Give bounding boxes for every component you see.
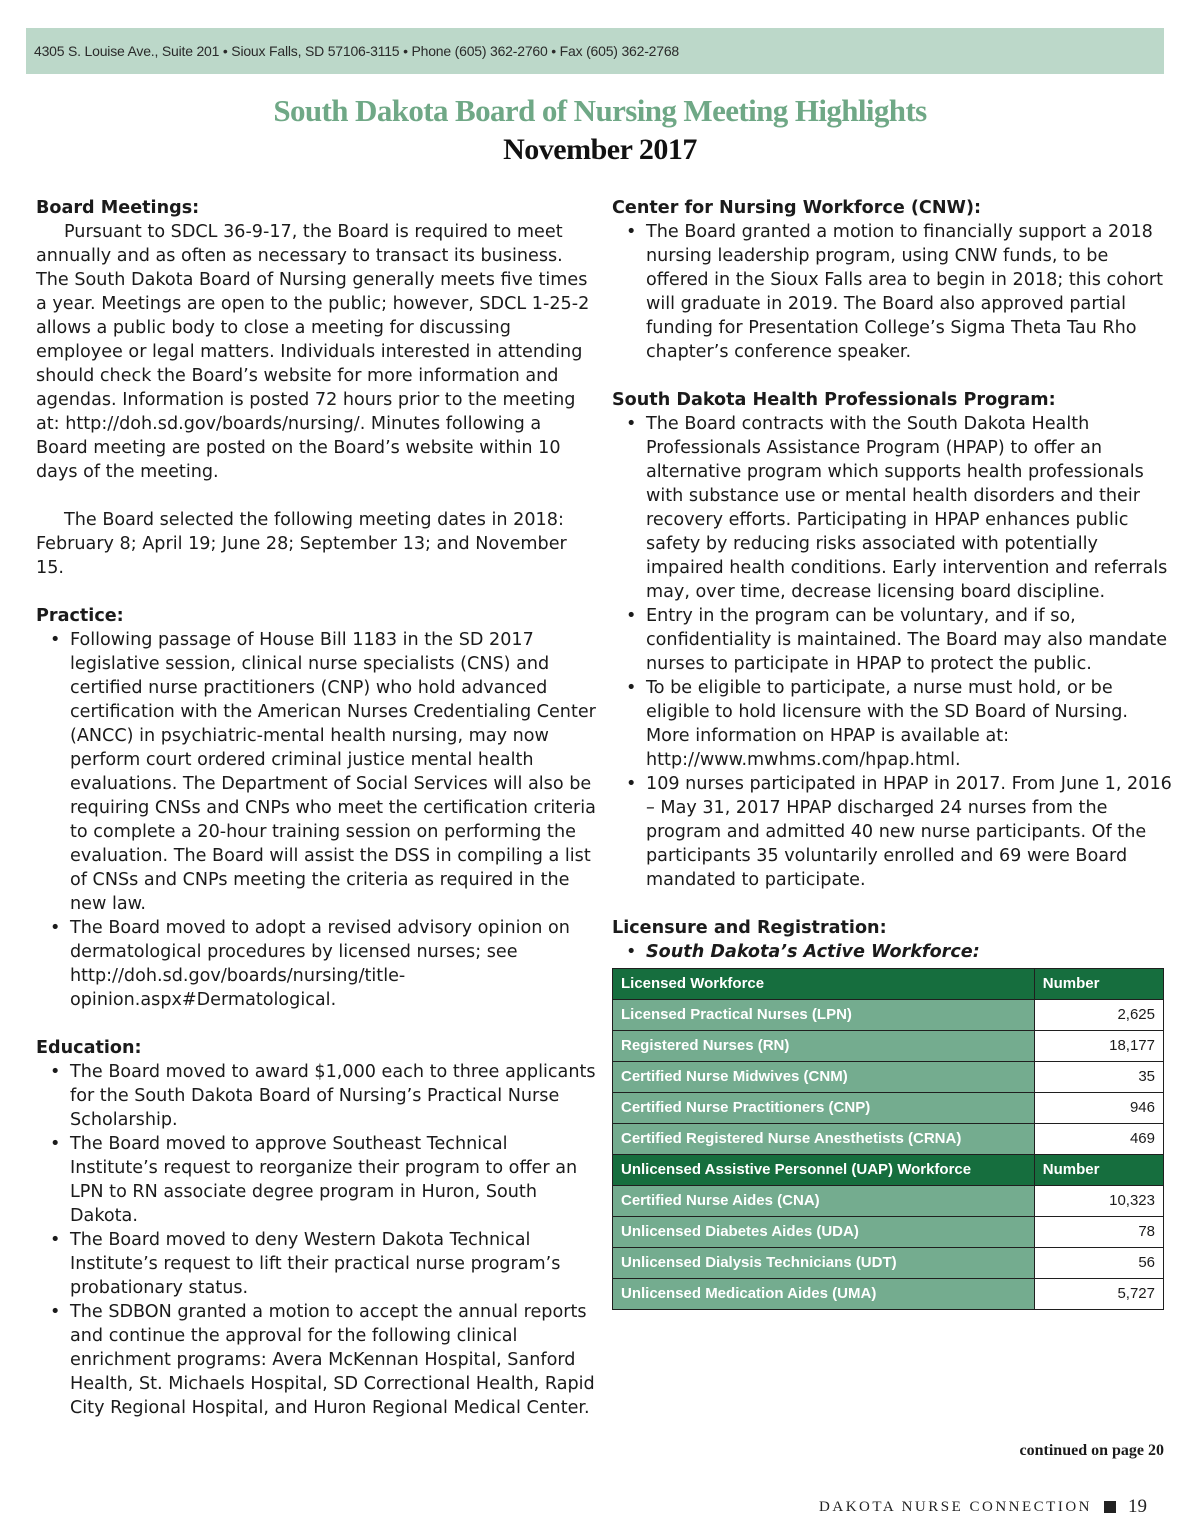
row-value: 78 — [1034, 1217, 1163, 1248]
row-label: Unlicensed Medication Aides (UMA) — [613, 1279, 1035, 1310]
table-row — [613, 1186, 1164, 1217]
address-text: 4305 S. Louise Ave., Suite 201 • Sioux Falls, SD 57106-3115 • Phone (605) 362-2760 • Fax (605) 362-2768 — [34, 43, 680, 59]
page-footer — [819, 1496, 1147, 1518]
page-header — [0, 93, 1200, 167]
row-value: 469 — [1034, 1124, 1163, 1155]
cnw-list — [612, 220, 1172, 364]
row-label: Unlicensed Dialysis Technicians (UDT) — [613, 1248, 1035, 1279]
list-item-text: The Board granted a motion to financially support a 2018 nursing leadership program, using CNW funds, to be offered in the Sioux Falls area to begin in 2018; this cohort will graduate in 2019. The Board also approved partial funding for Presentation College’s Sigma Theta Tau Rho chapter’s conference speaker. — [646, 222, 1164, 362]
list-item — [612, 772, 1172, 892]
bullet-icon: • — [50, 1230, 61, 1250]
licensure-heading: Licensure and Registration: — [612, 918, 887, 938]
row-value: 10,323 — [1034, 1186, 1163, 1217]
workforce-subheading: South Dakota’s Active Workforce: — [646, 942, 980, 962]
list-item-text: Entry in the program can be voluntary, and if so, confidentiality is maintained. The Board may also mandate nurses to participate in HPAP to protect the public. — [646, 606, 1168, 674]
bullet-icon: • — [50, 630, 61, 650]
table-row — [613, 1279, 1164, 1310]
bullet-icon: • — [626, 942, 637, 962]
row-value: 18,177 — [1034, 1031, 1163, 1062]
list-item — [36, 1300, 596, 1420]
list-item-text: The Board moved to award $1,000 each to three applicants for the South Dakota Board of Nursing’s Practical Nurse Scholarship. — [70, 1062, 596, 1130]
cnw-section — [612, 196, 1172, 364]
row-value: 5,727 — [1034, 1279, 1163, 1310]
education-list — [36, 1060, 596, 1420]
row-label: Certified Nurse Midwives (CNM) — [613, 1062, 1035, 1093]
row-value: 35 — [1034, 1062, 1163, 1093]
list-item — [612, 940, 1172, 964]
list-item — [36, 628, 596, 916]
practice-list — [36, 628, 596, 1012]
board-meetings-section — [36, 196, 596, 580]
bullet-icon: • — [50, 1302, 61, 1322]
bullet-icon: • — [626, 222, 637, 242]
bullet-icon: • — [50, 918, 61, 938]
row-label: Licensed Practical Nurses (LPN) — [613, 1000, 1035, 1031]
bullet-icon: • — [626, 606, 637, 626]
square-icon — [1104, 1501, 1116, 1513]
table-header-row — [613, 1155, 1164, 1186]
list-item — [36, 1132, 596, 1228]
table-header-label: Licensed Workforce — [613, 969, 1035, 1000]
workforce-table — [612, 968, 1164, 1310]
hpp-heading: South Dakota Health Professionals Program: — [612, 390, 1056, 410]
list-item — [612, 604, 1172, 676]
publication-name: DAKOTA NURSE CONNECTION — [819, 1498, 1092, 1515]
table-row — [613, 1062, 1164, 1093]
board-meetings-heading: Board Meetings: — [36, 198, 200, 218]
right-column — [612, 196, 1172, 1334]
list-item — [36, 1228, 596, 1300]
cnw-heading: Center for Nursing Workforce (CNW): — [612, 198, 982, 218]
list-item — [612, 676, 1172, 772]
list-item-text: The Board moved to adopt a revised advisory opinion on dermatological procedures by licensed nurses; see http://doh.sd.gov/boards/nursing/title-opinion.aspx#Dermatological. — [70, 918, 570, 1010]
board-meetings-paragraph-2: The Board selected the following meeting dates in 2018: February 8; April 19; June 28; September 13; and November 15. — [36, 510, 567, 578]
row-label: Registered Nurses (RN) — [613, 1031, 1035, 1062]
row-value: 2,625 — [1034, 1000, 1163, 1031]
row-label: Unlicensed Diabetes Aides (UDA) — [613, 1217, 1035, 1248]
page-title: South Dakota Board of Nursing Meeting Highlights — [273, 93, 927, 128]
bullet-icon: • — [626, 774, 637, 794]
table-header-row — [613, 969, 1164, 1000]
practice-heading: Practice: — [36, 606, 124, 626]
list-item-text: The Board moved to deny Western Dakota Technical Institute’s request to lift their practical nurse program’s probationary status. — [70, 1230, 561, 1298]
licensure-section — [612, 916, 1172, 1310]
bullet-icon: • — [50, 1062, 61, 1082]
table-row — [613, 1124, 1164, 1155]
list-item-text: The SDBON granted a motion to accept the annual reports and continue the approval for the following clinical enrichment programs: Avera McKennan Hospital, Sanford Health, St. Michaels Hospital, SD Correctional Health, Rapid City Regional Hospital, and Huron Regional Medical Center. — [70, 1302, 595, 1418]
table-row — [613, 1031, 1164, 1062]
list-item-text: The Board moved to approve Southeast Technical Institute’s request to reorganize their program to offer an LPN to RN associate degree program in Huron, South Dakota. — [70, 1134, 578, 1226]
hpp-section — [612, 388, 1172, 892]
address-bar — [26, 28, 1164, 74]
table-header-number: Number — [1034, 1155, 1163, 1186]
list-item-text: To be eligible to participate, a nurse must hold, or be eligible to hold licensure with the SD Board of Nursing. More information on HPAP is available at: http://www.mwhms.com/hpap.html. — [646, 678, 1129, 770]
list-item-text: 109 nurses participated in HPAP in 2017. From June 1, 2016 – May 31, 2017 HPAP discharged 24 nurses from the program and admitted 40 new nurse participants. Of the participants 35 voluntarily enrolled and 69 were Board mandated to participate. — [646, 774, 1172, 890]
hpp-list — [612, 412, 1172, 892]
licensure-list — [612, 940, 1172, 964]
board-meetings-paragraph-1: Pursuant to SDCL 36-9-17, the Board is required to meet annually and as often as necessary to transact its business. The South Dakota Board of Nursing generally meets five times a year. Meetings are open to the public; however, SDCL 1-25-2 allows a public body to close a meeting for discussing employee or legal matters. Individuals interested in attending should check the Board’s website for more information and agendas. Information is posted 72 hours prior to the meeting at: http://doh.sd.gov/boards/nursing/. Minutes following a Board meeting are posted on the Board’s website within 10 days of the meeting. — [36, 222, 590, 482]
practice-section — [36, 604, 596, 1012]
page-subtitle: November 2017 — [503, 133, 697, 166]
bullet-icon: • — [626, 678, 637, 698]
row-label: Certified Nurse Practitioners (CNP) — [613, 1093, 1035, 1124]
list-item — [612, 220, 1172, 364]
row-label: Certified Nurse Aides (CNA) — [613, 1186, 1035, 1217]
continued-note: continued on page 20 — [1019, 1442, 1164, 1459]
list-item-text: The Board contracts with the South Dakota Health Professionals Assistance Program (HPAP) to offer an alternative program which supports health professionals with substance use or mental health disorders and their recovery efforts. Participating in HPAP enhances public safety by reducing risks associated with potentially impaired health conditions. Early intervention and referrals may, over time, decrease licensing board discipline. — [646, 414, 1168, 602]
left-column — [36, 196, 596, 1444]
bullet-icon: • — [50, 1134, 61, 1154]
list-item — [36, 1060, 596, 1132]
page-number: 19 — [1128, 1496, 1147, 1517]
row-value: 56 — [1034, 1248, 1163, 1279]
table-header-label: Unlicensed Assistive Personnel (UAP) Workforce — [613, 1155, 1035, 1186]
row-value: 946 — [1034, 1093, 1163, 1124]
list-item — [36, 916, 596, 1012]
table-row — [613, 1093, 1164, 1124]
bullet-icon: • — [626, 414, 637, 434]
list-item — [612, 412, 1172, 604]
table-row — [613, 1248, 1164, 1279]
education-section — [36, 1036, 596, 1420]
education-heading: Education: — [36, 1038, 142, 1058]
table-row — [613, 1217, 1164, 1248]
table-header-number: Number — [1034, 969, 1163, 1000]
table-row — [613, 1000, 1164, 1031]
row-label: Certified Registered Nurse Anesthetists (CRNA) — [613, 1124, 1035, 1155]
list-item-text: Following passage of House Bill 1183 in the SD 2017 legislative session, clinical nurse specialists (CNS) and certified nurse practitioners (CNP) who hold advanced certification with the American Nurses Credentialing Center (ANCC) in psychiatric-mental health nursing, may now perform court ordered criminal justice mental health evaluations. The Department of Social Services will also be requiring CNSs and CNPs who meet the certification criteria to complete a 20-hour training session on performing the evaluation. The Board will assist the DSS in compiling a list of CNSs and CNPs meeting the criteria as required in the new law. — [70, 630, 596, 914]
